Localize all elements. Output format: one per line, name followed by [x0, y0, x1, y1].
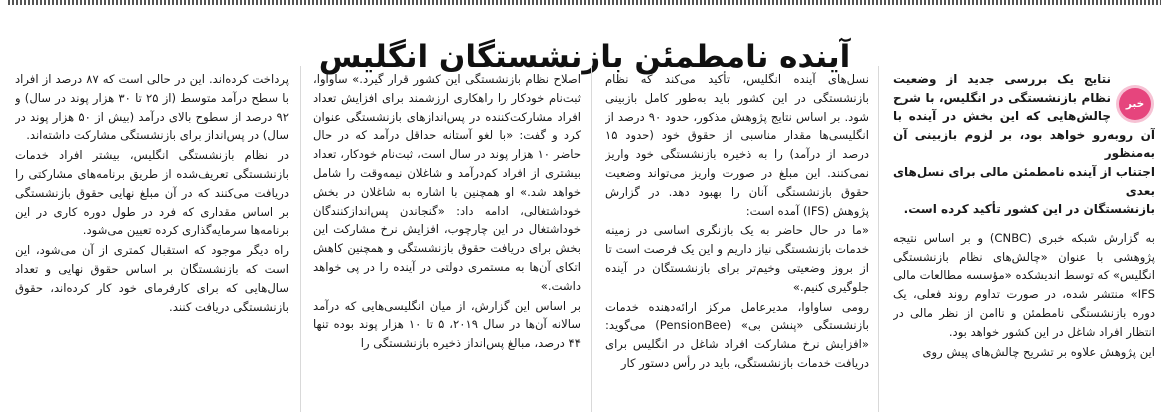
- lead-line: بازنشستگان در این کشور تأکید کرده است.: [903, 202, 1155, 217]
- body-paragraph: در نظام بازنشستگی انگلیس، بیشتر افراد خدمات بازنشستگی تعریف‌شده از طریق برنامه‌های مشارکتی را دریافت می‌کنند که در آن مبلغ نهایی حقوق بازنشستگی بر اساس مقداری که فرد در طول دوره کاری در این برنامه‌ها سرمایه‌گذاری کرده تعیین می‌شود.: [15, 148, 289, 238]
- body-paragraph: «ما در حال حاضر به یک بازنگری اساسی در زمینه خدمات بازنشستگی نیاز داریم و این یک فرصت است تا از بروز وضعیتی وخیم‌تر برای بازنشستگان در آینده جلوگیری کنیم.»: [605, 223, 869, 294]
- article-column-4: [15, 70, 289, 412]
- body-paragraph: راه دیگر موجود که استقبال کمتری از آن می‌شود، این است که بازنشستگان بر اساس حقوق نهایی و تعداد سال‌هایی که برای کارفرمای خود کار کرده‌اند، حقوق بازنشستگی دریافت کنند.: [15, 243, 289, 314]
- body-paragraph: به گزارش شبکه خبری (CNBC) و بر اساس نتیجه پژوهشی با عنوان «چالش‌های نظام بازنشستگی انگلیس» که توسط اندیشکده «مؤسسه مطالعات مالی IFS» منتشر شده، در صورت تداوم روند فعلی، یک دوره بازنشستگی نامطمئن و ناامن از نظر مالی در انتظار افراد شاغل در این کشور خواهد بود.: [893, 230, 1155, 339]
- article-column-2: [605, 70, 869, 412]
- column-divider: [591, 66, 592, 412]
- lead-line: نتایج یک بررسی جدید از وضعیت: [893, 72, 1111, 86]
- lead-block: [893, 70, 1155, 219]
- article-column-3: [313, 70, 581, 412]
- article-headline: آینده نامطمئن بازنشستگان انگلیس: [318, 38, 851, 75]
- top-dotted-rule: [8, 0, 1161, 5]
- column-divider: [878, 66, 879, 412]
- column-divider: [300, 66, 301, 412]
- body-paragraph: این پژوهش علاوه بر تشریح چالش‌های پیش روی: [922, 344, 1155, 359]
- lead-line: آن روبه‌رو خواهد بود، بر لزوم بازبینی آن به‌منظور: [893, 127, 1155, 161]
- body-paragraph: پرداخت کرده‌اند. این در حالی است که ۸۷ درصد از افراد با سطح درآمد متوسط (از ۲۵ تا ۳۰ هزار پوند در سال) و ۹۲ درصد از سطوح بالای درآمد (بیش از ۵۰ هزار پوند در سال) در پس‌انداز برای بازنشستگی مشارکت داشته‌اند.: [15, 72, 289, 143]
- body-paragraph: اصلاح نظام بازنشستگی این کشور قرار گیرد.» ساواوا، ثبت‌نام خودکار را راهکاری ارزشمند برای افزایش تعداد افراد مشارکت‌کننده در پس‌اندازهای بازنشستگی عنوان کرد و گفت: «با لغو آستانه حداقل درآمد که در حال حاضر ۱۰ هزار پوند در سال است، ثبت‌نام خودکار، تعداد بیشتری از افراد کم‌درآمد و شاغلان نیمه‌وقت را شامل خواهد شد.» او همچنین با اشاره به شاغلان در بخش خوداشتغالی، ادامه داد: «گنجاندن پس‌اندازکنندگان خوداشتغال در این چارچوب، افزایش نرخ مشارکت این بخش برای دریافت حقوق بازنشستگی و همچنین کاهش اتکای آن‌ها به مستمری دولتی در آینده را در پی خواهد داشت.»: [313, 72, 581, 293]
- body-paragraph: رومی ساواوا، مدیرعامل مرکز ارائه‌دهنده خدمات بازنشستگی «پنشن بی» (PensionBee) می‌گوید: «افزایش نرخ مشارکت افراد شاغل در انگلیس برای دریافت خدمات بازنشستگی، باید در رأس دستور کار: [605, 299, 869, 370]
- lead-line: چالش‌هایی که این بخش در آینده با: [893, 109, 1111, 124]
- body-paragraph: نسل‌های آینده انگلیس، تأکید می‌کند که نظام بازنشستگی در این کشور باید به‌طور کامل بازبینی شود. بر اساس نتایج پژوهش مذکور، حدود ۹۰ درصد از انگلیسی‌ها مقدار مناسبی از حقوق خود (حدود ۱۵ درصد از درآمد) را به ذخیره بازنشستگی خود واریز نمی‌کنند. این مبلغ در صورت واریز می‌تواند وضعیت حقوق بازنشستگی آنان را بهبود دهد. در گزارش پژوهش (IFS) آمده است:: [605, 72, 869, 218]
- lead-paragraph: [893, 70, 1155, 219]
- lead-line: اجتناب از آینده نامطمئن مالی برای نسل‌های بعدی: [893, 164, 1155, 198]
- article-column-1: [893, 70, 1155, 412]
- body-paragraph: بر اساس این گزارش، از میان انگلیسی‌هایی که درآمد سالانه آن‌ها در سال ۲۰۱۹، ۵ تا ۱۰ هزار پوند بوده تنها ۴۴ درصد، مبالغ پس‌انداز ذخیره بازنشستگی را: [313, 298, 581, 351]
- lead-line: نظام بازنشستگی در انگلیس، با شرح: [893, 90, 1111, 105]
- news-badge: خبر: [1119, 88, 1151, 120]
